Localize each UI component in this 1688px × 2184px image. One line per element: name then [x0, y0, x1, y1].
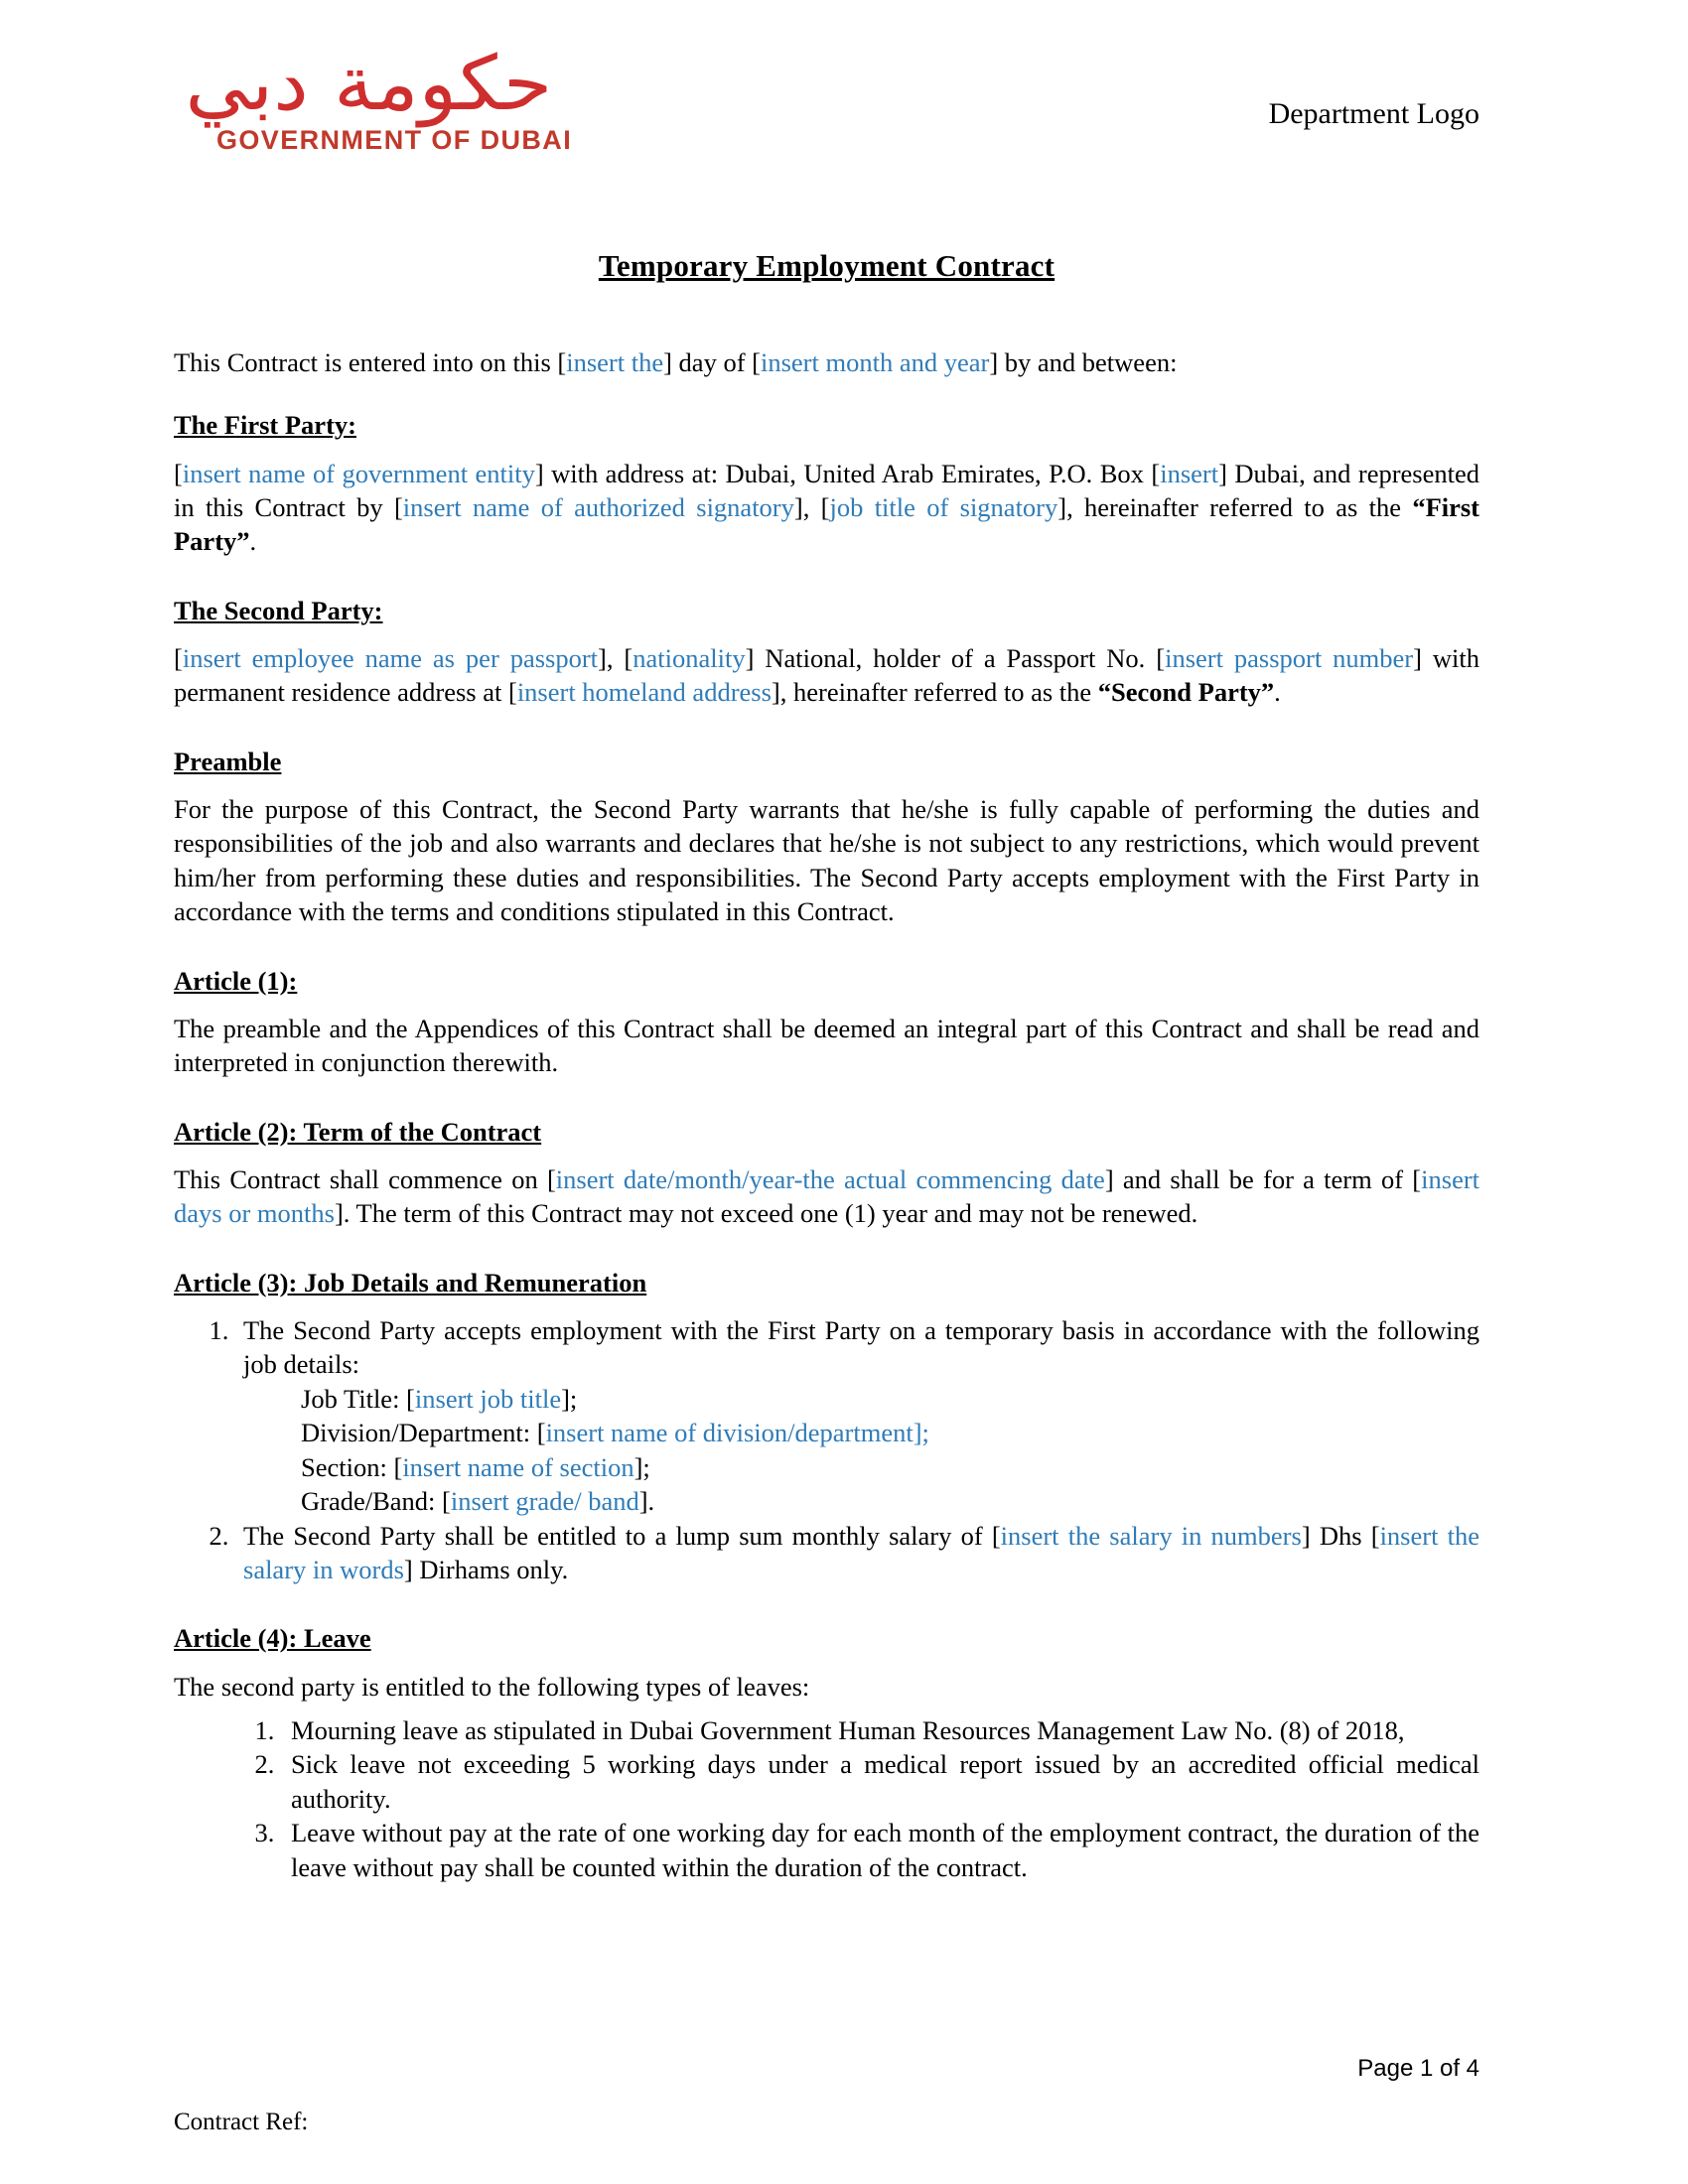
second-party-quoted-term: “Second Party”: [1097, 677, 1275, 708]
placeholder-government-entity: insert name of government entity: [182, 458, 535, 488]
sp-text-5: ], hereinafter referred to as the: [771, 677, 1098, 708]
section-second-party: [174, 595, 1479, 710]
job-title-label: Job Title: [: [301, 1383, 415, 1414]
article-2-paragraph: [174, 1162, 1479, 1231]
grade-band-tail: ].: [638, 1486, 655, 1517]
sp-text-3: ] National, holder of a Passport No. [: [745, 643, 1166, 673]
heading-first-party: The First Party:: [174, 410, 356, 441]
a3i2-text-3: ] Dirhams only.: [403, 1554, 569, 1584]
a2-text-3: ]. The term of this Contract may not exceed one (1) year and may not be renewed.: [334, 1198, 1198, 1229]
job-detail-job-title: [301, 1382, 1479, 1416]
fp-text-6: .: [249, 526, 257, 557]
section-tail: ];: [633, 1451, 650, 1482]
heading-preamble: Preamble: [174, 746, 282, 776]
section-first-party: [174, 409, 1479, 558]
heading-second-party: The Second Party:: [174, 595, 383, 625]
job-detail-division-department: [301, 1416, 1479, 1449]
heading-article-3: Article (3): Job Details and Remuneration: [174, 1267, 647, 1297]
grade-band-label: Grade/Band: [: [301, 1486, 451, 1517]
section-article-2: [174, 1116, 1479, 1231]
second-party-paragraph: [174, 641, 1479, 710]
a3i2-text-1: The Second Party shall be entitled to a lump sum monthly salary of [: [243, 1520, 1001, 1551]
article-4-item-2: 2. Sick leave not exceeding 5 working days under a medical report issued by an accredited official medical authority.: [281, 1747, 1479, 1816]
fp-text-1: [: [174, 458, 183, 488]
first-party-paragraph: [174, 457, 1479, 559]
fp-text-2: ] with address at: Dubai, United Arab Emirates, P.O. Box [: [534, 458, 1161, 488]
article-4-item-3: 3. Leave without pay at the rate of one working day for each month of the employment contract, the duration of the leave without pay shall be counted within the duration of the contract.: [281, 1816, 1479, 1884]
article-3-item-1-text: The Second Party accepts employment with the First Party on a temporary basis in accordance with the following job details:: [243, 1314, 1479, 1380]
intro-text-3: ] by and between:: [989, 347, 1178, 377]
department-logo-placeholder: Department Logo: [1268, 97, 1479, 130]
job-details-block: [243, 1382, 1479, 1519]
division-department-label: Division/Department: [: [301, 1418, 546, 1448]
government-of-dubai-wordmark: GOVERNMENT OF DUBAI: [216, 125, 573, 156]
placeholder-job-title-signatory: job title of signatory: [829, 492, 1058, 522]
heading-article-2: Article (2): Term of the Contract: [174, 1116, 542, 1147]
article-4-intro: The second party is entitled to the following types of leaves:: [174, 1671, 810, 1702]
document-body: [174, 248, 1479, 1884]
section-label: Section: [: [301, 1451, 403, 1482]
heading-article-4: Article (4): Leave: [174, 1623, 371, 1654]
article-4-item-1: 1. Mourning leave as stipulated in Dubai Government Human Resources Management Law No. (8) of 2018,: [281, 1713, 1479, 1747]
sp-text-2: ], [: [598, 643, 633, 673]
fp-text-5: ], hereinafter referred to as the: [1057, 492, 1413, 522]
a3i2-text-2: ] Dhs [: [1301, 1520, 1380, 1551]
placeholder-grade-band: insert grade/ band: [450, 1486, 639, 1517]
contract-reference-label: Contract Ref:: [174, 2109, 309, 2135]
intro-text-1: This Contract is entered into on this [: [174, 347, 567, 377]
placeholder-division-department: insert name of division/department];: [545, 1418, 929, 1448]
placeholder-homeland-address: insert homeland address: [516, 677, 772, 708]
placeholder-salary-words: insert the salary in words: [243, 1520, 1479, 1584]
article-3-list: [174, 1313, 1479, 1587]
first-party-quoted-term: “First Party”: [174, 492, 1480, 557]
heading-article-1: Article (1):: [174, 965, 298, 996]
dubai-government-arabic-calligraphy-icon: حكومة دبي: [185, 39, 553, 127]
placeholder-salary-numbers: insert the salary in numbers: [1000, 1520, 1302, 1551]
section-article-1: [174, 965, 1479, 1080]
section-article-3: [174, 1267, 1479, 1587]
government-of-dubai-logo: [185, 39, 573, 156]
fp-text-3: ] Dubai, and represented in this Contract by [: [174, 458, 1479, 522]
article-3-item-1: [235, 1313, 1479, 1519]
placeholder-commencing-date: insert date/month/year-the actual commencing date: [555, 1163, 1105, 1194]
sp-text-4: ] with permanent residence address at [: [174, 643, 1479, 708]
job-title-tail: ];: [561, 1383, 578, 1414]
page-footer: [174, 2055, 1479, 2136]
placeholder-days-or-months: insert days or months: [174, 1163, 1480, 1229]
section-article-4: [174, 1622, 1479, 1884]
placeholder-insert-the: insert the: [566, 347, 664, 377]
intro-text-2: ] day of [: [663, 347, 761, 377]
a2-text-2: ] and shall be for a term of [: [1104, 1163, 1422, 1194]
article-3-item-2: [235, 1519, 1479, 1587]
article-4-list: [174, 1713, 1479, 1884]
section-preamble: [174, 746, 1479, 929]
placeholder-passport-number: insert passport number: [1165, 643, 1414, 673]
job-detail-grade-band: [301, 1484, 1479, 1518]
placeholder-employee-name: insert employee name as per passport: [182, 643, 599, 673]
page-number: Page 1 of 4: [1357, 2055, 1479, 2082]
sp-text-6: .: [1274, 677, 1281, 708]
page-header: [0, 30, 1688, 199]
placeholder-month-year: insert month and year: [760, 347, 990, 377]
placeholder-po-box: insert: [1160, 458, 1219, 488]
placeholder-job-title: insert job title: [414, 1383, 562, 1414]
sp-text-1: [: [174, 643, 183, 673]
a2-text-1: This Contract shall commence on [: [174, 1163, 556, 1194]
placeholder-nationality: nationality: [633, 643, 746, 673]
placeholder-authorized-signatory: insert name of authorized signatory: [402, 492, 794, 522]
fp-text-4: ], [: [793, 492, 830, 522]
article-1-paragraph: The preamble and the Appendices of this Contract shall be deemed an integral part of this Contract and shall be read and interpreted in conjunction therewith.: [174, 1013, 1479, 1078]
page-title: Temporary Employment Contract: [598, 248, 1055, 283]
job-detail-section: [301, 1450, 1479, 1484]
preamble-paragraph: For the purpose of this Contract, the Second Party warrants that he/she is fully capable of performing the duties and responsibilities of the job and also warrants and declares that he/she is not subject to any restrictions, which would prevent him/her from performing these duties and responsibilities. The Second Party accepts employment with the First Party in accordance with the terms and conditions stipulated in this Contract.: [174, 794, 1479, 927]
placeholder-section-name: insert name of section: [402, 1451, 634, 1482]
intro-paragraph: [174, 345, 1479, 379]
